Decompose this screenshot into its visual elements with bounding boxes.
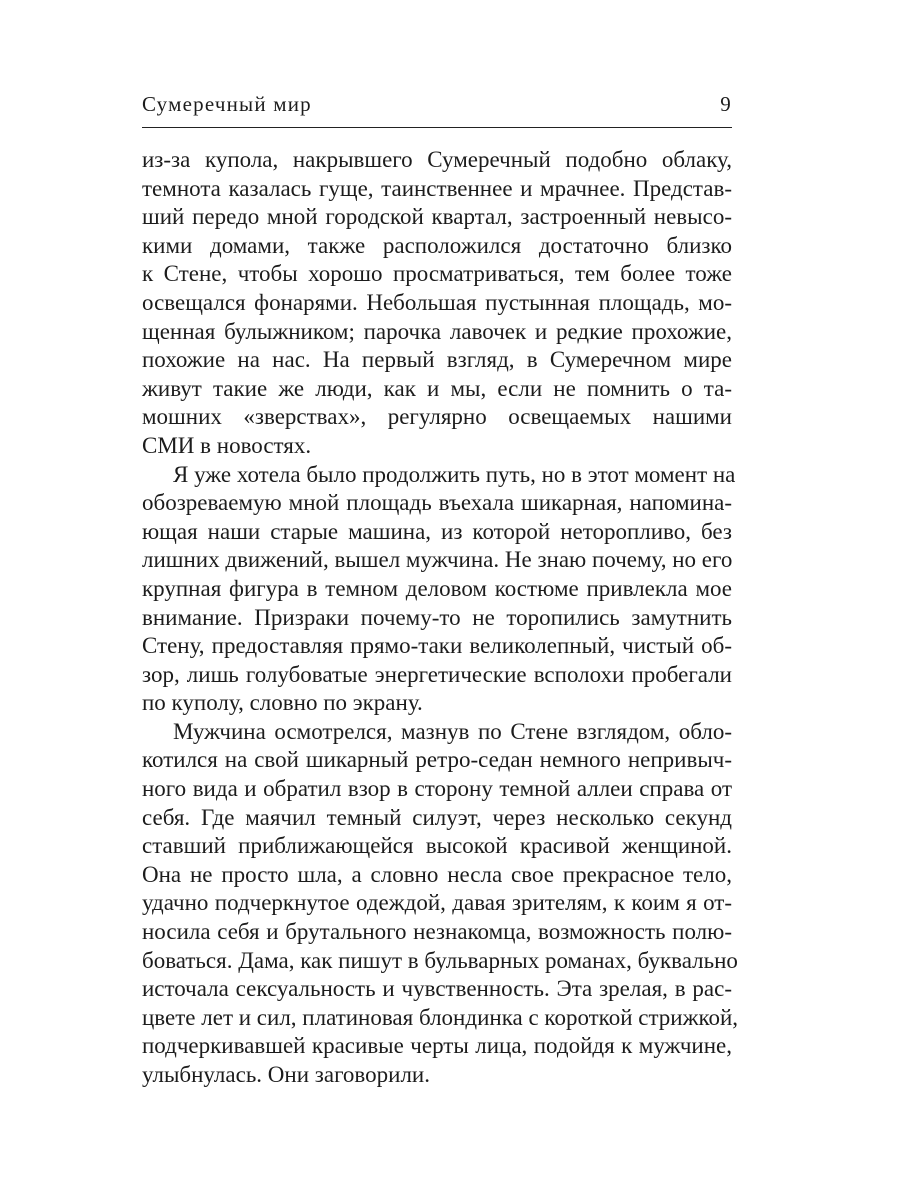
text-line: темнота казалась гуще, таинственнее и мрачнее. Представ- [142, 175, 732, 201]
text-line: подчеркивавшей красивые черты лица, подойдя к мужчине, [142, 1033, 732, 1059]
text-line: котился на свой шикарный ретро-седан немного непривыч- [142, 747, 732, 773]
text-line: похожие на нас. На первый взгляд, в Сумеречном мире [142, 347, 732, 373]
text-line: освещался фонарями. Небольшая пустынная площадь, мо- [142, 289, 732, 315]
running-title: Сумеречный мир [142, 92, 312, 116]
text-line: Мужчина осмотрелся, мазнув по Стене взглядом, обло- [173, 718, 732, 744]
text-line: цвете лет и сил, платиновая блондинка с короткой стрижкой, [142, 1004, 739, 1030]
body-text [142, 146, 739, 1090]
text-line: СМИ в новостях. [142, 432, 312, 458]
text-line: ставший приближающейся высокой красивой женщиной. [142, 833, 732, 859]
text-line: крупная фигура в темном деловом костюме привлекла мое [142, 575, 732, 601]
text-line: удачно подчеркнутое одеждой, давая зрителям, к коим я от- [142, 890, 732, 916]
text-line: лишних движений, вышел мужчина. Не знаю почему, но его [142, 547, 733, 573]
text-line: внимание. Призраки почему-то не торопились замутнить [142, 604, 732, 630]
text-line: обозреваемую мной площадь въехала шикарная, напомина- [142, 490, 732, 516]
page-number: 9 [720, 92, 732, 116]
text-line: улыбнулась. Они заговорили. [142, 1062, 430, 1087]
paragraph [142, 718, 739, 1090]
text-line: из-за купола, накрывшего Сумеречный подобно облаку, [142, 147, 732, 172]
text-line: к Стене, чтобы хорошо просматриваться, тем более тоже [142, 261, 732, 287]
text-line: зор, лишь голубоватые энергетические всполохи пробегали [142, 661, 732, 687]
text-line: ющая наши старые машина, из которой неторопливо, без [142, 518, 732, 544]
text-line: кими домами, также расположился достаточно близко [142, 232, 732, 258]
text-line: себя. Где маячил темный силуэт, через несколько секунд [142, 804, 732, 830]
text-line: мошних «зверствах», регулярно освещаемых нашими [142, 404, 732, 430]
text-line: источала сексуальность и чувственность. Эта зрелая, в рас- [142, 976, 732, 1002]
paragraph [142, 461, 736, 718]
text-line: боваться. Дама, как пишут в бульварных романах, буквально [142, 947, 738, 973]
text-line: живут такие же люди, как и мы, если не помнить о та- [142, 375, 732, 401]
text-line: носила себя и брутального незнакомца, возможность полю- [142, 919, 732, 945]
paragraph [142, 146, 732, 461]
running-head [142, 92, 732, 117]
text-line: Стену, предоставляя прямо-таки великолепный, чистый об- [142, 633, 732, 659]
text-line: щенная булыжником; парочка лавочек и редкие прохожие, [142, 318, 732, 344]
text-line: Я уже хотела было продолжить путь, но в этот момент на [173, 461, 736, 487]
text-line: по куполу, словно по экрану. [142, 690, 423, 716]
text-line: Она не просто шла, а словно несла свое прекрасное тело, [142, 861, 732, 887]
text-line: ший передо мной городской квартал, застроенный невысо- [142, 204, 732, 230]
header-rule [142, 127, 732, 128]
text-line: ного вида и обратил взор в сторону темной аллеи справа от [142, 776, 732, 802]
